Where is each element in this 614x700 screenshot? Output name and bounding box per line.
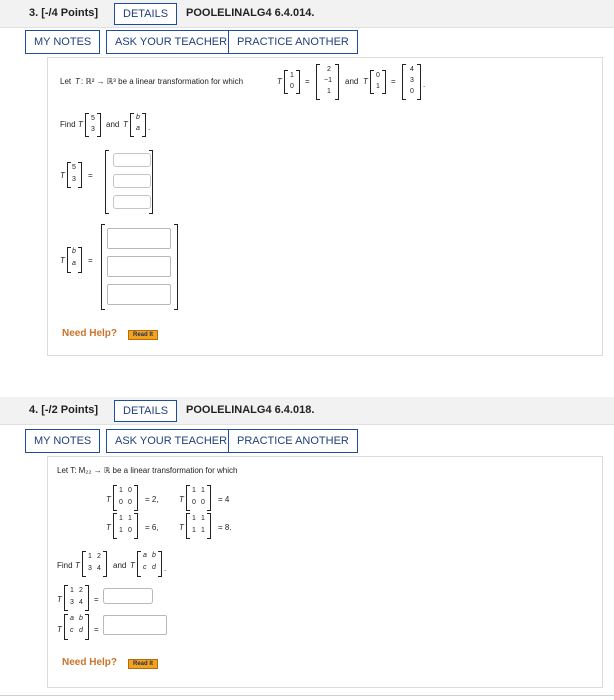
q4-practice-another-button[interactable]: PRACTICE ANOTHER xyxy=(228,429,358,453)
q3-img1-0: 2 xyxy=(327,66,331,73)
q4-find-m1-bracket-left xyxy=(82,551,86,577)
q4-ans2-T: T xyxy=(57,625,62,634)
q3-v1-1: 3 xyxy=(91,126,95,133)
q3-mapping-text: : ℝ² → ℝ³ be a linear transformation for which xyxy=(81,77,244,86)
q4-cond3-m3: 0 xyxy=(128,527,132,534)
q4-cond2-m0: 1 xyxy=(192,487,196,494)
q4-cond2-m2: 0 xyxy=(192,499,196,506)
q3-ans1-bracket-left xyxy=(105,150,109,214)
q3-img2-2: 0 xyxy=(410,88,414,95)
q3-answer1-input-1[interactable] xyxy=(113,174,151,188)
q4-ask-teacher-button[interactable]: ASK YOUR TEACHER xyxy=(106,429,236,453)
q4-code: POOLELINALG4 6.4.018. xyxy=(186,404,315,416)
q3-details-button[interactable]: DETAILS xyxy=(114,3,177,25)
q4-find-m1-2: 3 xyxy=(88,565,92,572)
q3-answer1-input-2[interactable] xyxy=(113,195,151,209)
q4-cond1-val: = 2, xyxy=(145,495,159,504)
q4-find: Find xyxy=(57,561,73,570)
q4-details-button[interactable]: DETAILS xyxy=(114,400,177,422)
q4-cond1-bracket-right xyxy=(134,485,138,511)
q4-ans1-m2: 3 xyxy=(70,599,74,606)
q3-ans1-eq: = xyxy=(88,171,93,180)
q4-ans1-T: T xyxy=(57,595,62,604)
q4-ans2-m0: a xyxy=(70,615,74,622)
q3-img1-bracket-left xyxy=(316,64,320,100)
q4-answer2-input[interactable] xyxy=(103,615,167,635)
q3-answer2-input-1[interactable] xyxy=(107,256,171,277)
q4-cond4-T: T xyxy=(179,523,184,532)
q3-ans1-vec-1: 3 xyxy=(72,176,76,183)
q4-read-it-button[interactable]: Read It xyxy=(128,659,158,669)
q4-find-m2-bracket-right xyxy=(158,551,162,577)
q4-my-notes-button[interactable]: MY NOTES xyxy=(25,429,100,453)
q3-img2-bracket-right xyxy=(417,64,421,100)
q3-find-and: and xyxy=(106,120,120,129)
q3-img2-1: 3 xyxy=(410,77,414,84)
q4-find-period: . xyxy=(164,564,167,573)
q3-v1-0: 5 xyxy=(91,115,95,122)
q4-cond2-T: T xyxy=(179,495,184,504)
q3-answer1-input-0[interactable] xyxy=(113,153,151,167)
q4-cond2-m3: 0 xyxy=(201,499,205,506)
q3-e2-bracket-right xyxy=(382,70,386,94)
q4-cond2-bracket-right xyxy=(207,485,211,511)
q4-cond4-val: = 8. xyxy=(218,523,232,532)
q4-cond2-val: = 4 xyxy=(218,495,230,504)
q4-cond3-bracket-right xyxy=(134,513,138,539)
q4-find-m2-2: c xyxy=(143,564,147,571)
q3-v2-bracket-left xyxy=(130,113,134,137)
q4-ans2-eq: = xyxy=(94,625,99,634)
q4-cond1-T: T xyxy=(106,495,111,504)
q4-statement: Let T: M₂₂ → ℝ be a linear transformation for which xyxy=(57,466,238,475)
q4-ans2-m2: c xyxy=(70,627,74,634)
q3-v2-bracket-right xyxy=(142,113,146,137)
q3-v2-1: a xyxy=(136,125,140,132)
q4-cond4-m0: 1 xyxy=(192,515,196,522)
q4-cond1-m3: 0 xyxy=(128,499,132,506)
q3-let: Let xyxy=(60,77,72,86)
q3-eq2: = xyxy=(391,77,396,86)
q3-find: Find xyxy=(60,120,76,129)
q4-ans1-bracket-left xyxy=(64,585,68,611)
q4-answer1-input[interactable] xyxy=(103,588,153,604)
q3-T-e1: T xyxy=(277,77,282,86)
q3-and1: and xyxy=(345,77,359,86)
q3-e2-bracket-left xyxy=(370,70,374,94)
q4-title: 4. [-/2 Points] xyxy=(29,404,99,416)
q4-cond4-m2: 1 xyxy=(192,527,196,534)
q4-cond2-m1: 1 xyxy=(201,487,205,494)
q3-question-box xyxy=(47,57,603,356)
q3-img2-0: 4 xyxy=(410,66,414,73)
q4-cond3-bracket-left xyxy=(113,513,117,539)
q4-ans1-bracket-right xyxy=(85,585,89,611)
q3-e1-0: 1 xyxy=(290,72,294,79)
q3-ans2-vec-0: b xyxy=(72,248,76,255)
q4-ans2-bracket-left xyxy=(64,614,68,640)
q4-cond4-bracket-right xyxy=(207,513,211,539)
q3-need-help: Need Help? xyxy=(62,328,118,339)
q3-e2-0: 0 xyxy=(376,72,380,79)
q3-v1-bracket-left xyxy=(85,113,89,137)
q3-e1-1: 0 xyxy=(290,83,294,90)
q4-header xyxy=(0,397,614,425)
q3-answer2-input-0[interactable] xyxy=(107,228,171,249)
q4-cond4-m3: 1 xyxy=(201,527,205,534)
q3-header xyxy=(0,0,614,28)
q4-ans2-bracket-right xyxy=(85,614,89,640)
q4-ans1-m1: 2 xyxy=(79,587,83,594)
q3-v2-0: b xyxy=(136,114,140,121)
q4-cond1-bracket-left xyxy=(113,485,117,511)
q3-ans1-bracket-right xyxy=(149,150,153,214)
q3-find-T2: T xyxy=(123,120,128,129)
q4-cond2-bracket-left xyxy=(186,485,190,511)
q4-ans2-m1: b xyxy=(79,615,83,622)
q4-find-m2-0: a xyxy=(143,552,147,559)
q4-ans1-eq: = xyxy=(94,595,99,604)
q3-eq1: = xyxy=(305,77,310,86)
q4-find-m2-3: d xyxy=(152,564,156,571)
q4-find-T2: T xyxy=(130,561,135,570)
q4-find-m2-1: b xyxy=(152,552,156,559)
q4-find-T1: T xyxy=(75,561,80,570)
q3-v1-bracket-right xyxy=(97,113,101,137)
q4-find-and: and xyxy=(113,561,127,570)
q3-ans2-vec-bracket-right xyxy=(78,247,82,273)
q4-ans1-m3: 4 xyxy=(79,599,83,606)
q4-cond1-m2: 0 xyxy=(119,499,123,506)
q4-find-m1-3: 4 xyxy=(97,565,101,572)
q3-e1-bracket-right xyxy=(296,70,300,94)
q4-question-box xyxy=(47,456,603,688)
q3-my-notes-button[interactable]: MY NOTES xyxy=(25,30,100,54)
q4-ans1-m0: 1 xyxy=(70,587,74,594)
q4-cond4-bracket-left xyxy=(186,513,190,539)
q3-answer2-input-2[interactable] xyxy=(107,284,171,305)
q4-ans2-m3: d xyxy=(79,627,83,634)
q3-img2-bracket-left xyxy=(402,64,406,100)
q3-T: T xyxy=(75,77,80,86)
q3-ans1-vec-bracket-right xyxy=(78,162,82,188)
q3-ans1-vec-bracket-left xyxy=(67,162,71,188)
q3-ans2-vec-1: a xyxy=(72,260,76,267)
q4-cond4-m1: 1 xyxy=(201,515,205,522)
q3-ans2-eq: = xyxy=(88,256,93,265)
q4-find-m1-1: 2 xyxy=(97,553,101,560)
q4-cond1-m1: 0 xyxy=(128,487,132,494)
q3-img1-2: 1 xyxy=(327,88,331,95)
q4-need-help: Need Help? xyxy=(62,657,118,668)
q4-find-m2-bracket-left xyxy=(137,551,141,577)
q3-read-it-button[interactable]: Read It xyxy=(128,330,158,340)
q3-practice-another-button[interactable]: PRACTICE ANOTHER xyxy=(228,30,358,54)
q4-find-m1-0: 1 xyxy=(88,553,92,560)
q3-img1-1: −1 xyxy=(324,77,332,84)
q3-ans2-T: T xyxy=(60,256,65,265)
q3-find-period: . xyxy=(148,123,151,132)
q3-ans1-vec-0: 5 xyxy=(72,164,76,171)
q4-find-m1-bracket-right xyxy=(103,551,107,577)
q3-img1-bracket-right xyxy=(335,64,339,100)
q4-cond1-m0: 1 xyxy=(119,487,123,494)
q4-cond3-m2: 1 xyxy=(119,527,123,534)
q3-title: 3. [-/4 Points] xyxy=(29,7,99,19)
q4-cond3-T: T xyxy=(106,523,111,532)
q3-ask-teacher-button[interactable]: ASK YOUR TEACHER xyxy=(106,30,236,54)
q3-period: . xyxy=(423,80,426,89)
q3-ans2-vec-bracket-left xyxy=(67,247,71,273)
q4-cond3-m1: 1 xyxy=(128,515,132,522)
q3-find-T1: T xyxy=(78,120,83,129)
page-bottom-divider xyxy=(0,695,614,696)
q3-ans1-T: T xyxy=(60,171,65,180)
q3-e2-1: 1 xyxy=(376,83,380,90)
q4-cond3-m0: 1 xyxy=(119,515,123,522)
q3-ans2-bracket-left xyxy=(101,224,105,310)
q3-T-e2: T xyxy=(363,77,368,86)
q3-code: POOLELINALG4 6.4.014. xyxy=(186,7,315,19)
q4-cond3-val: = 6, xyxy=(145,523,159,532)
q3-ans2-bracket-right xyxy=(174,224,178,310)
q3-e1-bracket-left xyxy=(284,70,288,94)
